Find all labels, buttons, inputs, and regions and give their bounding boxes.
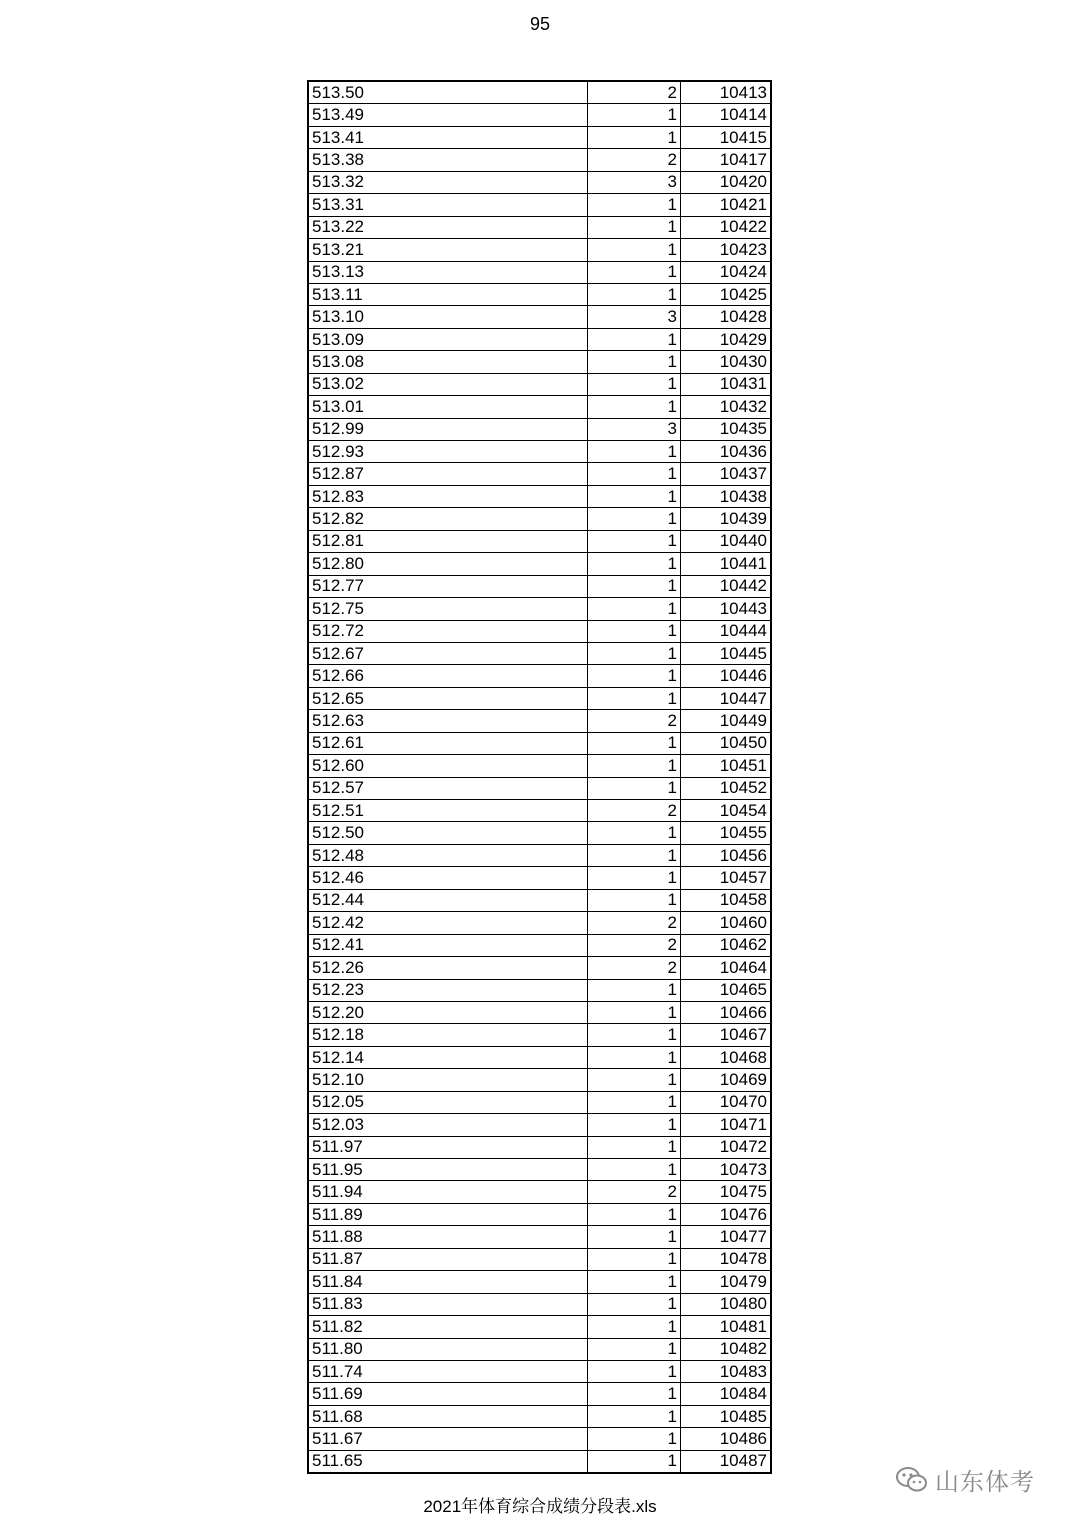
count-cell: 1 (588, 1046, 681, 1068)
table-row (308, 1114, 771, 1136)
rank-cell: 10484 (681, 1383, 772, 1405)
count-cell: 1 (588, 194, 681, 216)
table-row (308, 1450, 771, 1473)
count-cell: 3 (588, 418, 681, 440)
table-row (308, 306, 771, 328)
count-cell: 1 (588, 530, 681, 552)
score-cell: 512.46 (308, 867, 588, 889)
score-cell: 512.23 (308, 979, 588, 1001)
score-cell: 511.84 (308, 1271, 588, 1293)
rank-cell: 10435 (681, 418, 772, 440)
rank-cell: 10467 (681, 1024, 772, 1046)
rank-cell: 10423 (681, 239, 772, 261)
rank-cell: 10481 (681, 1316, 772, 1338)
score-cell: 513.21 (308, 239, 588, 261)
watermark-text: 山东体考 (935, 1469, 1035, 1496)
count-cell: 2 (588, 934, 681, 956)
count-cell: 1 (588, 508, 681, 530)
score-cell: 511.74 (308, 1360, 588, 1382)
page-number: 95 (529, 14, 551, 34)
count-cell: 1 (588, 732, 681, 754)
score-cell: 512.42 (308, 912, 588, 934)
table-row (308, 912, 771, 934)
score-cell: 512.41 (308, 934, 588, 956)
table-row (308, 687, 771, 709)
score-cell: 512.66 (308, 665, 588, 687)
table-row (308, 351, 771, 373)
count-cell: 1 (588, 1136, 681, 1158)
rank-cell: 10441 (681, 553, 772, 575)
rank-cell: 10436 (681, 441, 772, 463)
table-row (308, 1091, 771, 1113)
score-cell: 512.57 (308, 777, 588, 799)
rank-cell: 10429 (681, 328, 772, 350)
score-cell: 512.77 (308, 575, 588, 597)
score-cell: 512.93 (308, 441, 588, 463)
score-cell: 511.67 (308, 1428, 588, 1450)
count-cell: 1 (588, 575, 681, 597)
rank-cell: 10413 (681, 81, 772, 104)
count-cell: 1 (588, 441, 681, 463)
rank-cell: 10440 (681, 530, 772, 552)
rank-cell: 10460 (681, 912, 772, 934)
count-cell: 1 (588, 889, 681, 911)
count-cell: 1 (588, 1271, 681, 1293)
count-cell: 1 (588, 620, 681, 642)
table-row (308, 598, 771, 620)
score-cell: 511.95 (308, 1159, 588, 1181)
table-row (308, 1159, 771, 1181)
score-cell: 512.81 (308, 530, 588, 552)
rank-cell: 10462 (681, 934, 772, 956)
count-cell: 1 (588, 283, 681, 305)
table-row (308, 1360, 771, 1382)
rank-cell: 10476 (681, 1203, 772, 1225)
table-row (308, 867, 771, 889)
rank-cell: 10482 (681, 1338, 772, 1360)
table-row (308, 1024, 771, 1046)
score-cell: 512.10 (308, 1069, 588, 1091)
count-cell: 1 (588, 1293, 681, 1315)
count-cell: 1 (588, 1114, 681, 1136)
count-cell: 2 (588, 149, 681, 171)
rank-cell: 10417 (681, 149, 772, 171)
rank-cell: 10451 (681, 755, 772, 777)
table-row (308, 1405, 771, 1427)
table-row (308, 800, 771, 822)
score-cell: 513.08 (308, 351, 588, 373)
rank-cell: 10424 (681, 261, 772, 283)
count-cell: 1 (588, 598, 681, 620)
rank-cell: 10487 (681, 1450, 772, 1473)
rank-cell: 10456 (681, 844, 772, 866)
count-cell: 1 (588, 216, 681, 238)
score-cell: 513.11 (308, 283, 588, 305)
table-row (308, 934, 771, 956)
score-cell: 511.68 (308, 1405, 588, 1427)
table-row (308, 822, 771, 844)
count-cell: 1 (588, 328, 681, 350)
count-cell: 1 (588, 463, 681, 485)
score-cell: 513.22 (308, 216, 588, 238)
score-cell: 512.87 (308, 463, 588, 485)
rank-cell: 10437 (681, 463, 772, 485)
rank-cell: 10421 (681, 194, 772, 216)
count-cell: 1 (588, 351, 681, 373)
count-cell: 1 (588, 1450, 681, 1473)
rank-cell: 10449 (681, 710, 772, 732)
count-cell: 1 (588, 104, 681, 126)
score-cell: 513.41 (308, 126, 588, 148)
table-row (308, 1226, 771, 1248)
score-cell: 512.26 (308, 957, 588, 979)
count-cell: 1 (588, 239, 681, 261)
score-cell: 512.72 (308, 620, 588, 642)
count-cell: 2 (588, 1181, 681, 1203)
table-row (308, 957, 771, 979)
score-cell: 512.14 (308, 1046, 588, 1068)
score-cell: 513.13 (308, 261, 588, 283)
rank-cell: 10420 (681, 171, 772, 193)
score-cell: 512.63 (308, 710, 588, 732)
count-cell: 2 (588, 957, 681, 979)
table-row (308, 485, 771, 507)
rank-cell: 10445 (681, 642, 772, 664)
score-cell: 512.67 (308, 642, 588, 664)
table-row (308, 732, 771, 754)
wechat-icon (895, 1465, 929, 1495)
score-table (307, 80, 772, 1474)
count-cell: 1 (588, 1024, 681, 1046)
table-row (308, 81, 771, 104)
score-cell: 511.87 (308, 1248, 588, 1270)
score-cell: 511.94 (308, 1181, 588, 1203)
score-cell: 511.69 (308, 1383, 588, 1405)
count-cell: 1 (588, 1069, 681, 1091)
count-cell: 1 (588, 1405, 681, 1427)
rank-cell: 10475 (681, 1181, 772, 1203)
rank-cell: 10473 (681, 1159, 772, 1181)
rank-cell: 10485 (681, 1405, 772, 1427)
count-cell: 1 (588, 126, 681, 148)
rank-cell: 10468 (681, 1046, 772, 1068)
rank-cell: 10425 (681, 283, 772, 305)
table-row (308, 1293, 771, 1315)
table-row (308, 126, 771, 148)
score-cell: 512.82 (308, 508, 588, 530)
score-cell: 512.75 (308, 598, 588, 620)
rank-cell: 10431 (681, 373, 772, 395)
table-row (308, 665, 771, 687)
rank-cell: 10414 (681, 104, 772, 126)
table-row (308, 328, 771, 350)
count-cell: 1 (588, 1226, 681, 1248)
count-cell: 1 (588, 1338, 681, 1360)
score-cell: 513.31 (308, 194, 588, 216)
rank-cell: 10450 (681, 732, 772, 754)
rank-cell: 10415 (681, 126, 772, 148)
rank-cell: 10438 (681, 485, 772, 507)
table-row (308, 844, 771, 866)
score-cell: 512.03 (308, 1114, 588, 1136)
rank-cell: 10470 (681, 1091, 772, 1113)
score-cell: 513.50 (308, 81, 588, 104)
table-row (308, 418, 771, 440)
score-cell: 513.38 (308, 149, 588, 171)
count-cell: 1 (588, 1383, 681, 1405)
count-cell: 1 (588, 1360, 681, 1382)
rank-cell: 10469 (681, 1069, 772, 1091)
table-row (308, 553, 771, 575)
score-cell: 512.50 (308, 822, 588, 844)
count-cell: 1 (588, 373, 681, 395)
table-row (308, 239, 771, 261)
table-row (308, 149, 771, 171)
rank-cell: 10472 (681, 1136, 772, 1158)
score-cell: 512.60 (308, 755, 588, 777)
table-row (308, 710, 771, 732)
score-cell: 512.65 (308, 687, 588, 709)
count-cell: 1 (588, 777, 681, 799)
score-cell: 513.01 (308, 396, 588, 418)
table-row (308, 1428, 771, 1450)
score-cell: 512.99 (308, 418, 588, 440)
rank-cell: 10442 (681, 575, 772, 597)
rank-cell: 10471 (681, 1114, 772, 1136)
rank-cell: 10430 (681, 351, 772, 373)
count-cell: 1 (588, 979, 681, 1001)
count-cell: 1 (588, 1428, 681, 1450)
rank-cell: 10432 (681, 396, 772, 418)
table-row (308, 1338, 771, 1360)
count-cell: 1 (588, 1316, 681, 1338)
count-cell: 1 (588, 1248, 681, 1270)
table-row (308, 620, 771, 642)
score-table-body (308, 81, 771, 1473)
score-cell: 512.20 (308, 1001, 588, 1023)
rank-cell: 10464 (681, 957, 772, 979)
count-cell: 1 (588, 396, 681, 418)
count-cell: 2 (588, 912, 681, 934)
rank-cell: 10428 (681, 306, 772, 328)
score-cell: 511.82 (308, 1316, 588, 1338)
table-row (308, 508, 771, 530)
table-row (308, 1136, 771, 1158)
rank-cell: 10443 (681, 598, 772, 620)
score-cell: 512.18 (308, 1024, 588, 1046)
table-row (308, 396, 771, 418)
rank-cell: 10478 (681, 1248, 772, 1270)
score-cell: 511.97 (308, 1136, 588, 1158)
score-cell: 512.05 (308, 1091, 588, 1113)
count-cell: 1 (588, 261, 681, 283)
score-cell: 513.02 (308, 373, 588, 395)
table-row (308, 755, 771, 777)
table-row (308, 261, 771, 283)
rank-cell: 10454 (681, 800, 772, 822)
table-row (308, 216, 771, 238)
score-cell: 511.88 (308, 1226, 588, 1248)
table-row (308, 575, 771, 597)
score-cell: 511.83 (308, 1293, 588, 1315)
score-cell: 512.83 (308, 485, 588, 507)
rank-cell: 10446 (681, 665, 772, 687)
score-cell: 512.51 (308, 800, 588, 822)
table-row (308, 1001, 771, 1023)
document-footer: 2021年体育综合成绩分段表.xls (423, 1497, 657, 1516)
rank-cell: 10444 (681, 620, 772, 642)
table-row (308, 1248, 771, 1270)
score-cell: 513.49 (308, 104, 588, 126)
count-cell: 1 (588, 553, 681, 575)
rank-cell: 10486 (681, 1428, 772, 1450)
count-cell: 1 (588, 1159, 681, 1181)
table-row (308, 373, 771, 395)
table-row (308, 1046, 771, 1068)
table-row (308, 171, 771, 193)
rank-cell: 10458 (681, 889, 772, 911)
table-row (308, 1069, 771, 1091)
score-cell: 511.89 (308, 1203, 588, 1225)
count-cell: 2 (588, 800, 681, 822)
count-cell: 1 (588, 844, 681, 866)
table-row (308, 283, 771, 305)
table-row (308, 979, 771, 1001)
count-cell: 1 (588, 1091, 681, 1113)
score-cell: 513.10 (308, 306, 588, 328)
table-row (308, 530, 771, 552)
score-cell: 513.09 (308, 328, 588, 350)
table-row (308, 1271, 771, 1293)
count-cell: 1 (588, 687, 681, 709)
score-cell: 511.65 (308, 1450, 588, 1473)
count-cell: 3 (588, 306, 681, 328)
count-cell: 1 (588, 642, 681, 664)
score-cell: 512.44 (308, 889, 588, 911)
count-cell: 1 (588, 867, 681, 889)
score-cell: 512.48 (308, 844, 588, 866)
table-row (308, 463, 771, 485)
count-cell: 2 (588, 81, 681, 104)
rank-cell: 10480 (681, 1293, 772, 1315)
rank-cell: 10466 (681, 1001, 772, 1023)
table-row (308, 441, 771, 463)
score-cell: 511.80 (308, 1338, 588, 1360)
count-cell: 1 (588, 665, 681, 687)
count-cell: 3 (588, 171, 681, 193)
rank-cell: 10455 (681, 822, 772, 844)
score-cell: 513.32 (308, 171, 588, 193)
table-row (308, 1181, 771, 1203)
table-row (308, 889, 771, 911)
count-cell: 1 (588, 485, 681, 507)
rank-cell: 10422 (681, 216, 772, 238)
table-row (308, 104, 771, 126)
table-row (308, 777, 771, 799)
table-row (308, 1203, 771, 1225)
table-row (308, 642, 771, 664)
rank-cell: 10465 (681, 979, 772, 1001)
count-cell: 1 (588, 755, 681, 777)
rank-cell: 10439 (681, 508, 772, 530)
rank-cell: 10447 (681, 687, 772, 709)
rank-cell: 10477 (681, 1226, 772, 1248)
count-cell: 2 (588, 710, 681, 732)
score-cell: 512.80 (308, 553, 588, 575)
count-cell: 1 (588, 1203, 681, 1225)
rank-cell: 10452 (681, 777, 772, 799)
table-row (308, 1316, 771, 1338)
table-row (308, 1383, 771, 1405)
rank-cell: 10457 (681, 867, 772, 889)
rank-cell: 10483 (681, 1360, 772, 1382)
watermark (895, 1462, 1035, 1497)
rank-cell: 10479 (681, 1271, 772, 1293)
count-cell: 1 (588, 822, 681, 844)
table-row (308, 194, 771, 216)
count-cell: 1 (588, 1001, 681, 1023)
score-cell: 512.61 (308, 732, 588, 754)
